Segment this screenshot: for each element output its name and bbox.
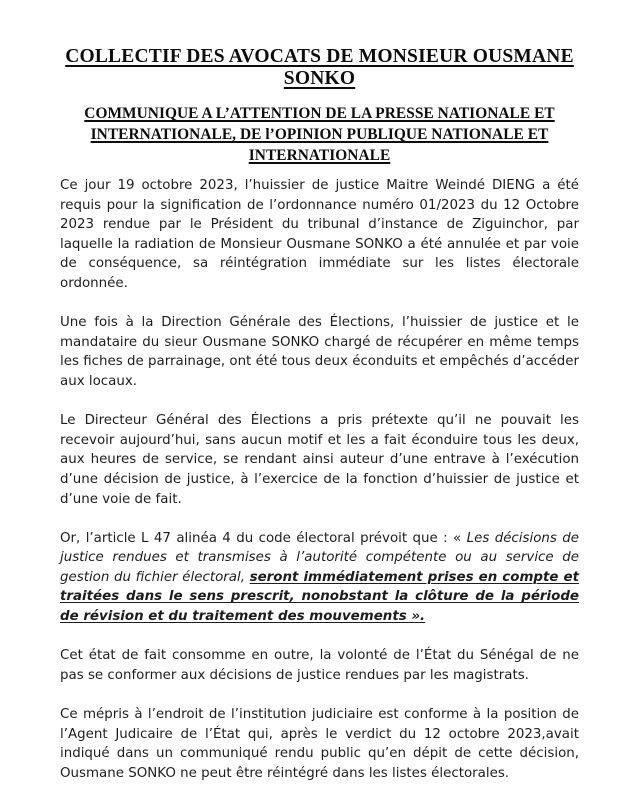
document-subtitle-line-3 (0, 145, 639, 167)
paragraph-6: Ce mépris à l’endroit de l’institution judiciaire est conforme à la position de l’Agent Judicaire de l’État qui, après le verdict du 12 octobre 2023,avait indiqué dans un communiqué rendu public qu’en dépit de cette décision, Ousmane SONKO ne peut être réintégré dans les listes électorales. (60, 707, 579, 781)
paragraph-4-quote-emphasis-text: seront immédiatement prises en compte et traitées dans le sens prescrit, nonobstant la clôture de la période de révision et du traitement des mouvements ». (60, 569, 580, 625)
paragraph-4-legal-citation (60, 529, 579, 627)
document-subtitle-line-1 (0, 103, 639, 125)
paragraph-4-quote-italic-text: Les décisions de justice rendues et transmises à l’autorité compétente ou au service de gestion du fichier électoral, (60, 530, 579, 585)
document-subtitle-line-1-text: COMMUNIQUE A L’ATTENTION DE LA PRESSE NATIONALE ET (84, 105, 555, 122)
document-subtitle-line-3-text: INTERNATIONALE (248, 147, 391, 164)
paragraph-5: Cet état de fait consomme en outre, la volonté de l’État du Sénégal de ne pas se conformer aux décisions de justice rendues par les magistrats. (60, 648, 579, 683)
document-body (60, 176, 579, 783)
document-title-line-2 (0, 66, 639, 91)
document-title-line-1-text: COLLECTIF DES AVOCATS DE MONSIEUR OUSMANE (65, 46, 574, 67)
paragraph-2: Une fois à la Direction Générale des Élections, l’huissier de justice et le mandataire du sieur Ousmane SONKO chargé de récupérer en même temps les fiches de parrainage, ont été tous deux éconduits et empêchés d’accéder aux locaux. (60, 315, 579, 389)
document-subtitle-line-2 (0, 124, 639, 146)
document-subtitle-line-2-text: INTERNATIONALE, DE l’OPINION PUBLIQUE NATIONALE ET (90, 126, 549, 143)
paragraph-1: Ce jour 19 octobre 2023, l’huissier de justice Maitre Weindé DIENG a été requis pour la signification de l’ordonnance numéro 01/2023 du 12 Octobre 2023 rendue par le Président du tribunal d’instance de Ziguinchor, par laquelle la radiation de Monsieur Ousmane SONKO a été annulée et par voie de conséquence, sa réintégration immédiate sur les listes électorale ordonnée. (60, 178, 579, 291)
document-title-line-2-text: SONKO (283, 68, 356, 89)
paragraph-4-intro-text: Or, l’article L 47 alinéa 4 du code électoral prévoit que : « (60, 530, 467, 546)
paragraph-3: Le Directeur Général des Élections a pris prétexte qu’il ne pouvait les recevoir aujourd’hui, sans aucun motif et les a fait éconduire tous les deux, aux heures de service, se rendant ainsi auteur d’une entrave à l’exécution d’une décision de justice, à l’exercice de la fonction d’huissier de justice et d’une voie de fait. (60, 413, 579, 507)
